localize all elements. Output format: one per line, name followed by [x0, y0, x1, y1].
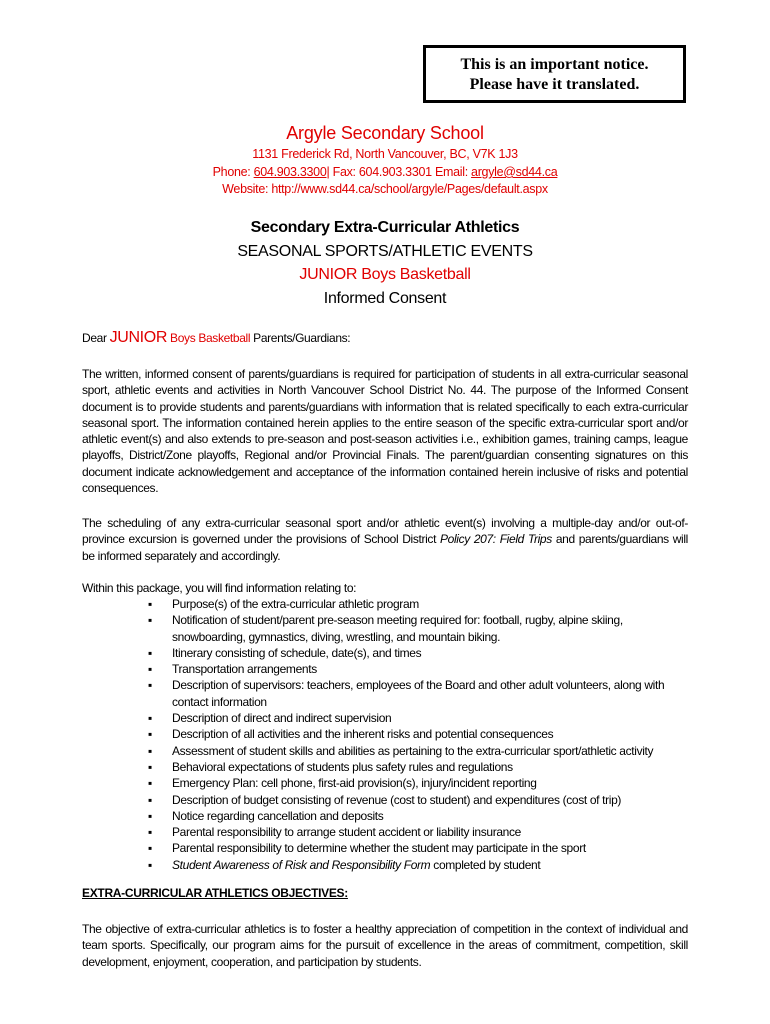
list-item-text: Notice regarding cancellation and deposits	[172, 808, 384, 823]
bullet-icon: ▪	[148, 792, 152, 807]
list-item	[148, 857, 688, 873]
list-item-text: Description of supervisors: teachers, employees of the Board and other adult volunteers, along with contact information	[172, 678, 665, 709]
phone-link[interactable]: 604.903.3300	[253, 165, 327, 179]
list-item-text: Behavioral expectations of students plus safety rules and regulations	[172, 759, 513, 774]
bullet-icon: ▪	[148, 857, 152, 872]
list-item-text: Itinerary consisting of schedule, date(s), and times	[172, 645, 422, 660]
scheduling-text-before: The scheduling of any extra-curricular seasonal sport and/or athletic event(s) involving a multiple-day and/or out-of-province excursion is governed under the provisions of School District	[82, 516, 688, 547]
bullet-icon: ▪	[148, 743, 152, 758]
greeting-team-level: JUNIOR	[109, 329, 168, 346]
scheduling-text-after: and parents/guardians will be informed separately and accordingly.	[82, 532, 689, 563]
consent-paragraph: The written, informed consent of parents/guardians is required for participation of students in all extra-curricular seasonal sport, athletic events and activities in North Vancouver School District No. 44. The purpose of the Informed Consent document is to provide students and parents/guardians with information that is related specifically to each extra-curricular seasonal sport. The information contained herein applies to the entire season of the specific extra-curricular sport and/or athletic event(s) and also extends to pre-season and post-season activities i.e., exhibition games, training camps, league playoffs, District/Zone playoffs, Regional and/or Provincial Finals. The parent/guardian consenting signatures on this document indicate acknowledgement and acceptance of the information contained herein inclusive of risks and potential consequences.	[82, 367, 688, 496]
list-item	[148, 661, 688, 677]
list-item	[148, 612, 688, 645]
list-item-text: Assessment of student skills and abilities as pertaining to the extra-curricular sport/athletic activity	[172, 743, 654, 758]
notice-line-2: Please have it translated.	[469, 76, 640, 93]
objectives-paragraph: The objective of extra-curricular athletics is to foster a healthy appreciation of competition in the context of individual and team sports. Specifically, our program aims for the pursuit of excellence in the areas of commitment, competition, skill development, enjoyment, cooperation, and participation by students.	[82, 922, 688, 969]
bullet-icon: ▪	[148, 841, 152, 856]
package-intro: Within this package, you will find information relating to:	[82, 581, 357, 595]
phone-label: Phone:	[212, 165, 254, 179]
list-item	[148, 677, 688, 710]
document-title: Secondary Extra-Curricular Athletics	[250, 219, 520, 236]
list-item-text: Parental responsibility to determine whether the student may participate in the sport	[172, 841, 586, 856]
list-item	[148, 840, 688, 856]
greeting	[82, 330, 688, 346]
school-address: 1131 Frederick Rd, North Vancouver, BC, V7K 1J3	[252, 147, 518, 161]
bullet-icon: ▪	[148, 776, 152, 791]
bullet-icon: ▪	[148, 662, 152, 677]
list-item	[148, 726, 688, 742]
greeting-dear: Dear	[82, 331, 110, 345]
list-item-text: Parental responsibility to arrange student accident or liability insurance	[172, 825, 521, 840]
document-subtitle: SEASONAL SPORTS/ATHLETIC EVENTS	[237, 243, 533, 260]
bullet-icon: ▪	[148, 711, 152, 726]
objectives-heading: EXTRA-CURRICULAR ATHLETICS OBJECTIVES:	[82, 886, 348, 900]
policy-reference: Policy 207: Field Trips	[440, 532, 552, 547]
form-title: Informed Consent	[323, 290, 447, 307]
bullet-icon: ▪	[148, 759, 152, 774]
list-item	[148, 596, 688, 612]
bullet-icon: ▪	[148, 825, 152, 840]
bullet-icon: ▪	[148, 613, 152, 628]
list-item	[148, 808, 688, 824]
list-item	[148, 743, 688, 759]
list-item-text: Emergency Plan: cell phone, first-aid provision(s), injury/incident reporting	[172, 776, 537, 791]
list-item	[148, 710, 688, 726]
list-item-text: Description of all activities and the inherent risks and potential consequences	[172, 727, 554, 742]
fax-email-label: | Fax: 604.903.3301 Email:	[326, 165, 472, 179]
scheduling-paragraph	[82, 515, 688, 564]
risk-form-name: Student Awareness of Risk and Responsibility Form	[172, 857, 431, 872]
list-item	[148, 645, 688, 661]
greeting-team-name: Boys Basketball	[167, 331, 251, 345]
list-item	[148, 775, 688, 791]
bullet-icon: ▪	[148, 727, 152, 742]
greeting-rest: Parents/Guardians:	[250, 331, 351, 345]
list-item	[148, 824, 688, 840]
school-contact-line	[0, 164, 770, 181]
list-item	[148, 759, 688, 775]
list-item-text: Transportation arrangements	[172, 662, 317, 677]
bullet-icon: ▪	[148, 808, 152, 823]
translation-notice-box	[423, 45, 686, 103]
list-item-text: Notification of student/parent pre-season meeting required for: football, rugby, alpine skiing, snowboarding, gymnastics, diving, wrestling, and mountain biking.	[172, 613, 623, 644]
bullet-icon: ▪	[148, 597, 152, 611]
package-contents-list	[148, 596, 688, 873]
bullet-icon: ▪	[148, 678, 152, 693]
notice-line-1: This is an important notice.	[460, 56, 649, 73]
school-website[interactable]: Website: http://www.sd44.ca/school/argyle/Pages/default.aspx	[222, 182, 548, 196]
list-item-text: Purpose(s) of the extra-curricular athletic program	[172, 597, 419, 611]
school-name: Argyle Secondary School	[286, 123, 484, 143]
list-item-text: completed by student	[430, 857, 541, 872]
list-item-text: Description of direct and indirect supervision	[172, 711, 392, 726]
team-title: JUNIOR Boys Basketball	[299, 266, 471, 283]
email-link[interactable]: argyle@sd44.ca	[471, 165, 558, 179]
bullet-icon: ▪	[148, 645, 152, 660]
list-item	[148, 792, 688, 808]
list-item-text: Description of budget consisting of revenue (cost to student) and expenditures (cost of trip)	[172, 792, 622, 807]
